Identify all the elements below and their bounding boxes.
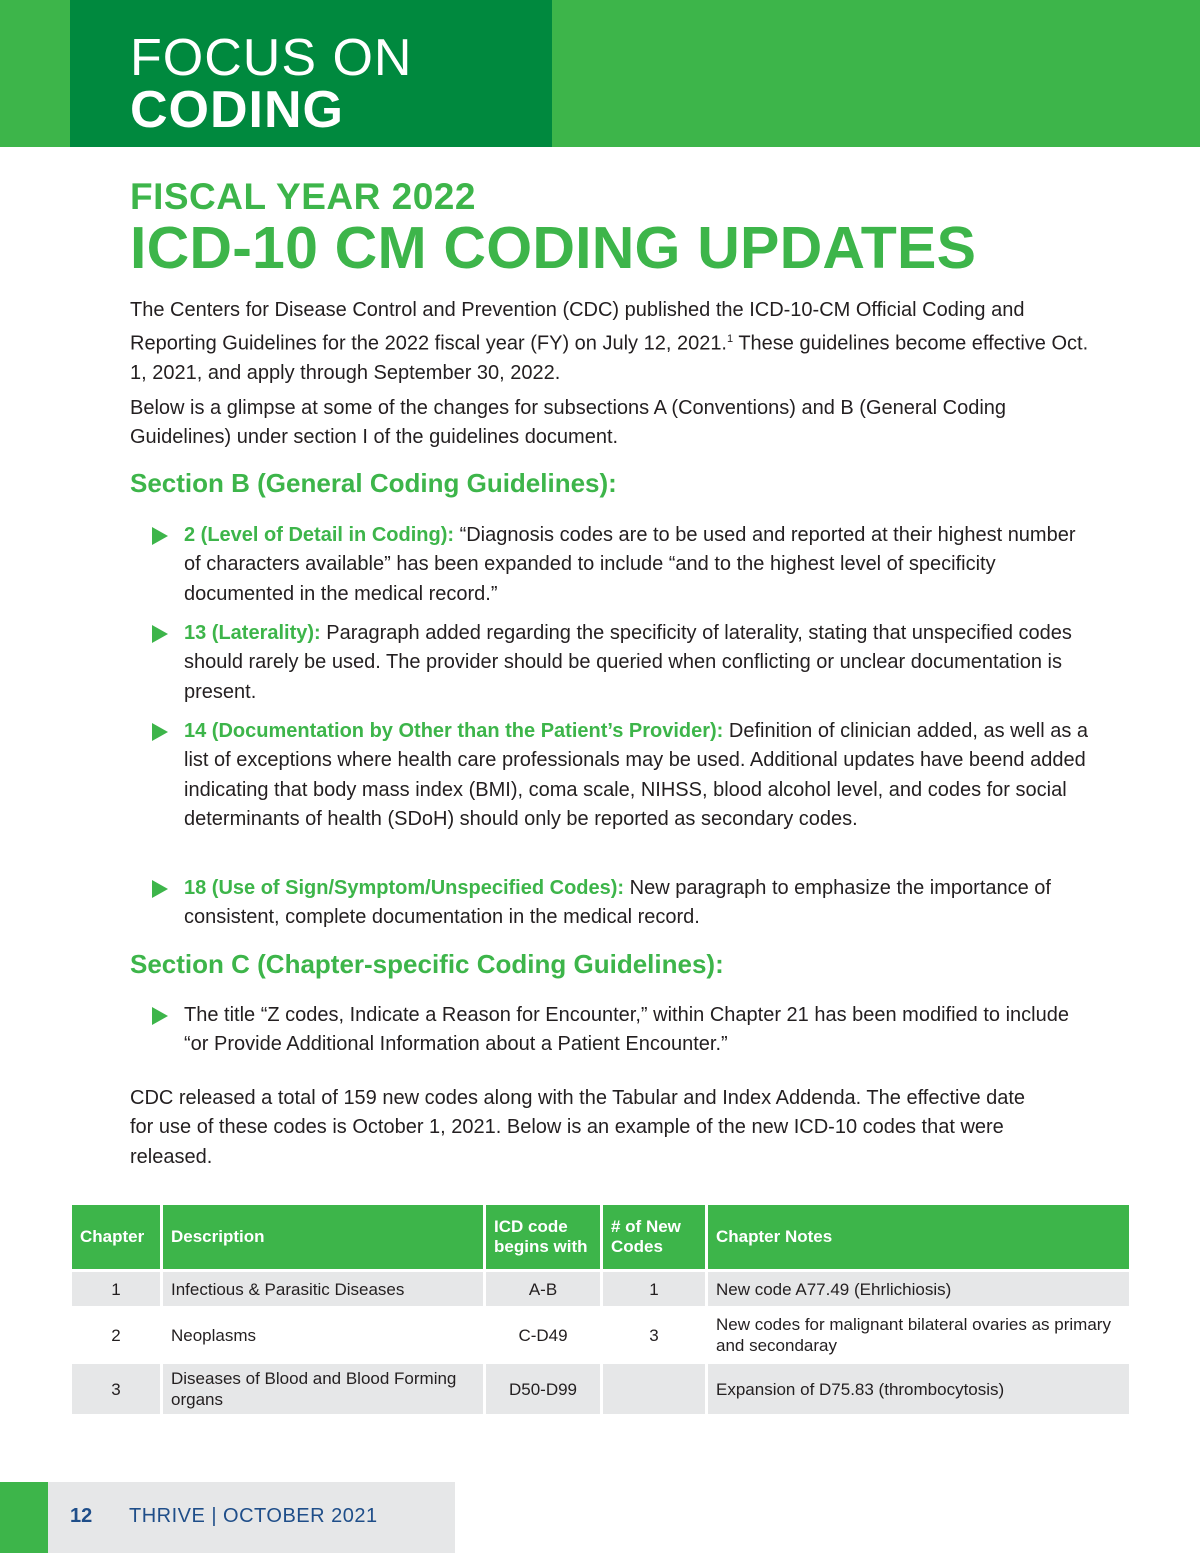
cell-chapter: 3 — [72, 1364, 160, 1414]
footer-publication — [129, 1505, 378, 1528]
article-title: ICD-10 CM CODING UPDATES — [130, 215, 977, 281]
cell-chapter-notes: New codes for malignant bilateral ovaries as primary and secondaray — [708, 1309, 1129, 1361]
col-description: Description — [163, 1205, 483, 1269]
section-b-heading: Section B (General Coding Guidelines): — [130, 468, 617, 498]
intro-paragraph-1 — [130, 296, 1090, 389]
header-coding: CODING — [130, 81, 344, 139]
cell-icd-code: C-D49 — [486, 1309, 600, 1361]
col-new-codes: # of New Codes — [603, 1205, 705, 1269]
cell-description: Neoplasms — [163, 1309, 483, 1361]
cell-chapter: 2 — [72, 1309, 160, 1361]
list-item — [152, 717, 1092, 835]
table-row — [72, 1272, 1129, 1306]
triangle-bullet-icon — [152, 880, 168, 898]
cell-new-codes — [603, 1364, 705, 1414]
triangle-bullet-icon — [152, 723, 168, 741]
cell-chapter-notes: New code A77.49 (Ehrlichiosis) — [708, 1272, 1129, 1306]
item-text: “Diagnosis codes are to be used and reported at their highest number of characters available” has been expanded to include “and to the highest level of specificity documented in the medical record.” — [184, 524, 1076, 605]
page-number: 12 — [70, 1505, 93, 1527]
intro-text-a: The Centers for Disease Control and Prevention (CDC) published the ICD-10-CM Official Coding and Reporting Guidelines for the 2022 fiscal year (FY) on July 12, 2021. — [130, 299, 1025, 356]
item-text: Definition of clinician added, as well as a list of exceptions where health care professionals may be used. Additional updates have beend added indicating that body mass index (BMI), coma scale, NIHSS, blood alcohol level, and codes for social determinants of health (SDoH) should only be reported as secondary codes. — [184, 720, 1088, 831]
col-icd-code: ICD code begins with — [486, 1205, 600, 1269]
triangle-bullet-icon — [152, 625, 168, 643]
footnote-ref: 1 — [727, 333, 734, 346]
item-text: New paragraph to emphasize the importance of consistent, complete documentation in the medical record. — [184, 877, 1051, 929]
item-lead: 13 (Laterality): — [184, 622, 321, 644]
cell-chapter-notes: Expansion of D75.83 (thrombocytosis) — [708, 1364, 1129, 1414]
closing-paragraph: CDC released a total of 159 new codes along with the Tabular and Index Addenda. The effective date for use of these codes is October 1, 2021. Below is an example of the new ICD-10 codes that were released. — [130, 1087, 1026, 1168]
triangle-bullet-icon — [152, 1007, 168, 1025]
footer-separator: | — [211, 1505, 218, 1527]
footer-accent — [0, 1482, 48, 1553]
intro-paragraph-2: Below is a glimpse at some of the changes for subsections A (Conventions) and B (General Coding Guidelines) under section I of the guidelines document. — [130, 397, 1007, 449]
table-row — [72, 1309, 1129, 1361]
cell-new-codes: 1 — [603, 1272, 705, 1306]
table-row — [72, 1364, 1129, 1414]
item-text: Paragraph added regarding the specificity of laterality, stating that unspecified codes should rarely be used. The provider should be queried when conflicting or unclear documentation is present. — [184, 622, 1072, 703]
list-item — [152, 874, 1092, 933]
triangle-bullet-icon — [152, 527, 168, 545]
intro-text-b: These guidelines become effective Oct. 1, 2021, and apply through September 30, 2022. — [130, 333, 1089, 385]
list-item — [152, 619, 1092, 707]
cell-icd-code: A-B — [486, 1272, 600, 1306]
icd-codes-table — [69, 1202, 1132, 1417]
header-focus-on: FOCUS ON — [130, 29, 413, 87]
item-lead: 18 (Use of Sign/Symptom/Unspecified Codes): — [184, 877, 625, 899]
article-kicker: FISCAL YEAR 2022 — [130, 176, 476, 217]
issue-date: OCTOBER 2021 — [223, 1505, 378, 1527]
col-chapter: Chapter — [72, 1205, 160, 1269]
cell-icd-code: D50-D99 — [486, 1364, 600, 1414]
cell-description: Diseases of Blood and Blood Forming organs — [163, 1364, 483, 1414]
list-item — [152, 1001, 1092, 1060]
cell-description: Infectious & Parasitic Diseases — [163, 1272, 483, 1306]
cell-new-codes: 3 — [603, 1309, 705, 1361]
item-lead: 14 (Documentation by Other than the Patient’s Provider): — [184, 720, 724, 742]
publication-name: THRIVE — [129, 1505, 206, 1527]
table-header-row — [72, 1205, 1129, 1269]
section-c-heading: Section C (Chapter-specific Coding Guidelines): — [130, 949, 724, 979]
list-item — [152, 521, 1092, 609]
col-chapter-notes: Chapter Notes — [708, 1205, 1129, 1269]
item-text: The title “Z codes, Indicate a Reason for Encounter,” within Chapter 21 has been modified to include “or Provide Additional Information about a Patient Encounter.” — [184, 1004, 1069, 1056]
item-lead: 2 (Level of Detail in Coding): — [184, 524, 455, 546]
cell-chapter: 1 — [72, 1272, 160, 1306]
